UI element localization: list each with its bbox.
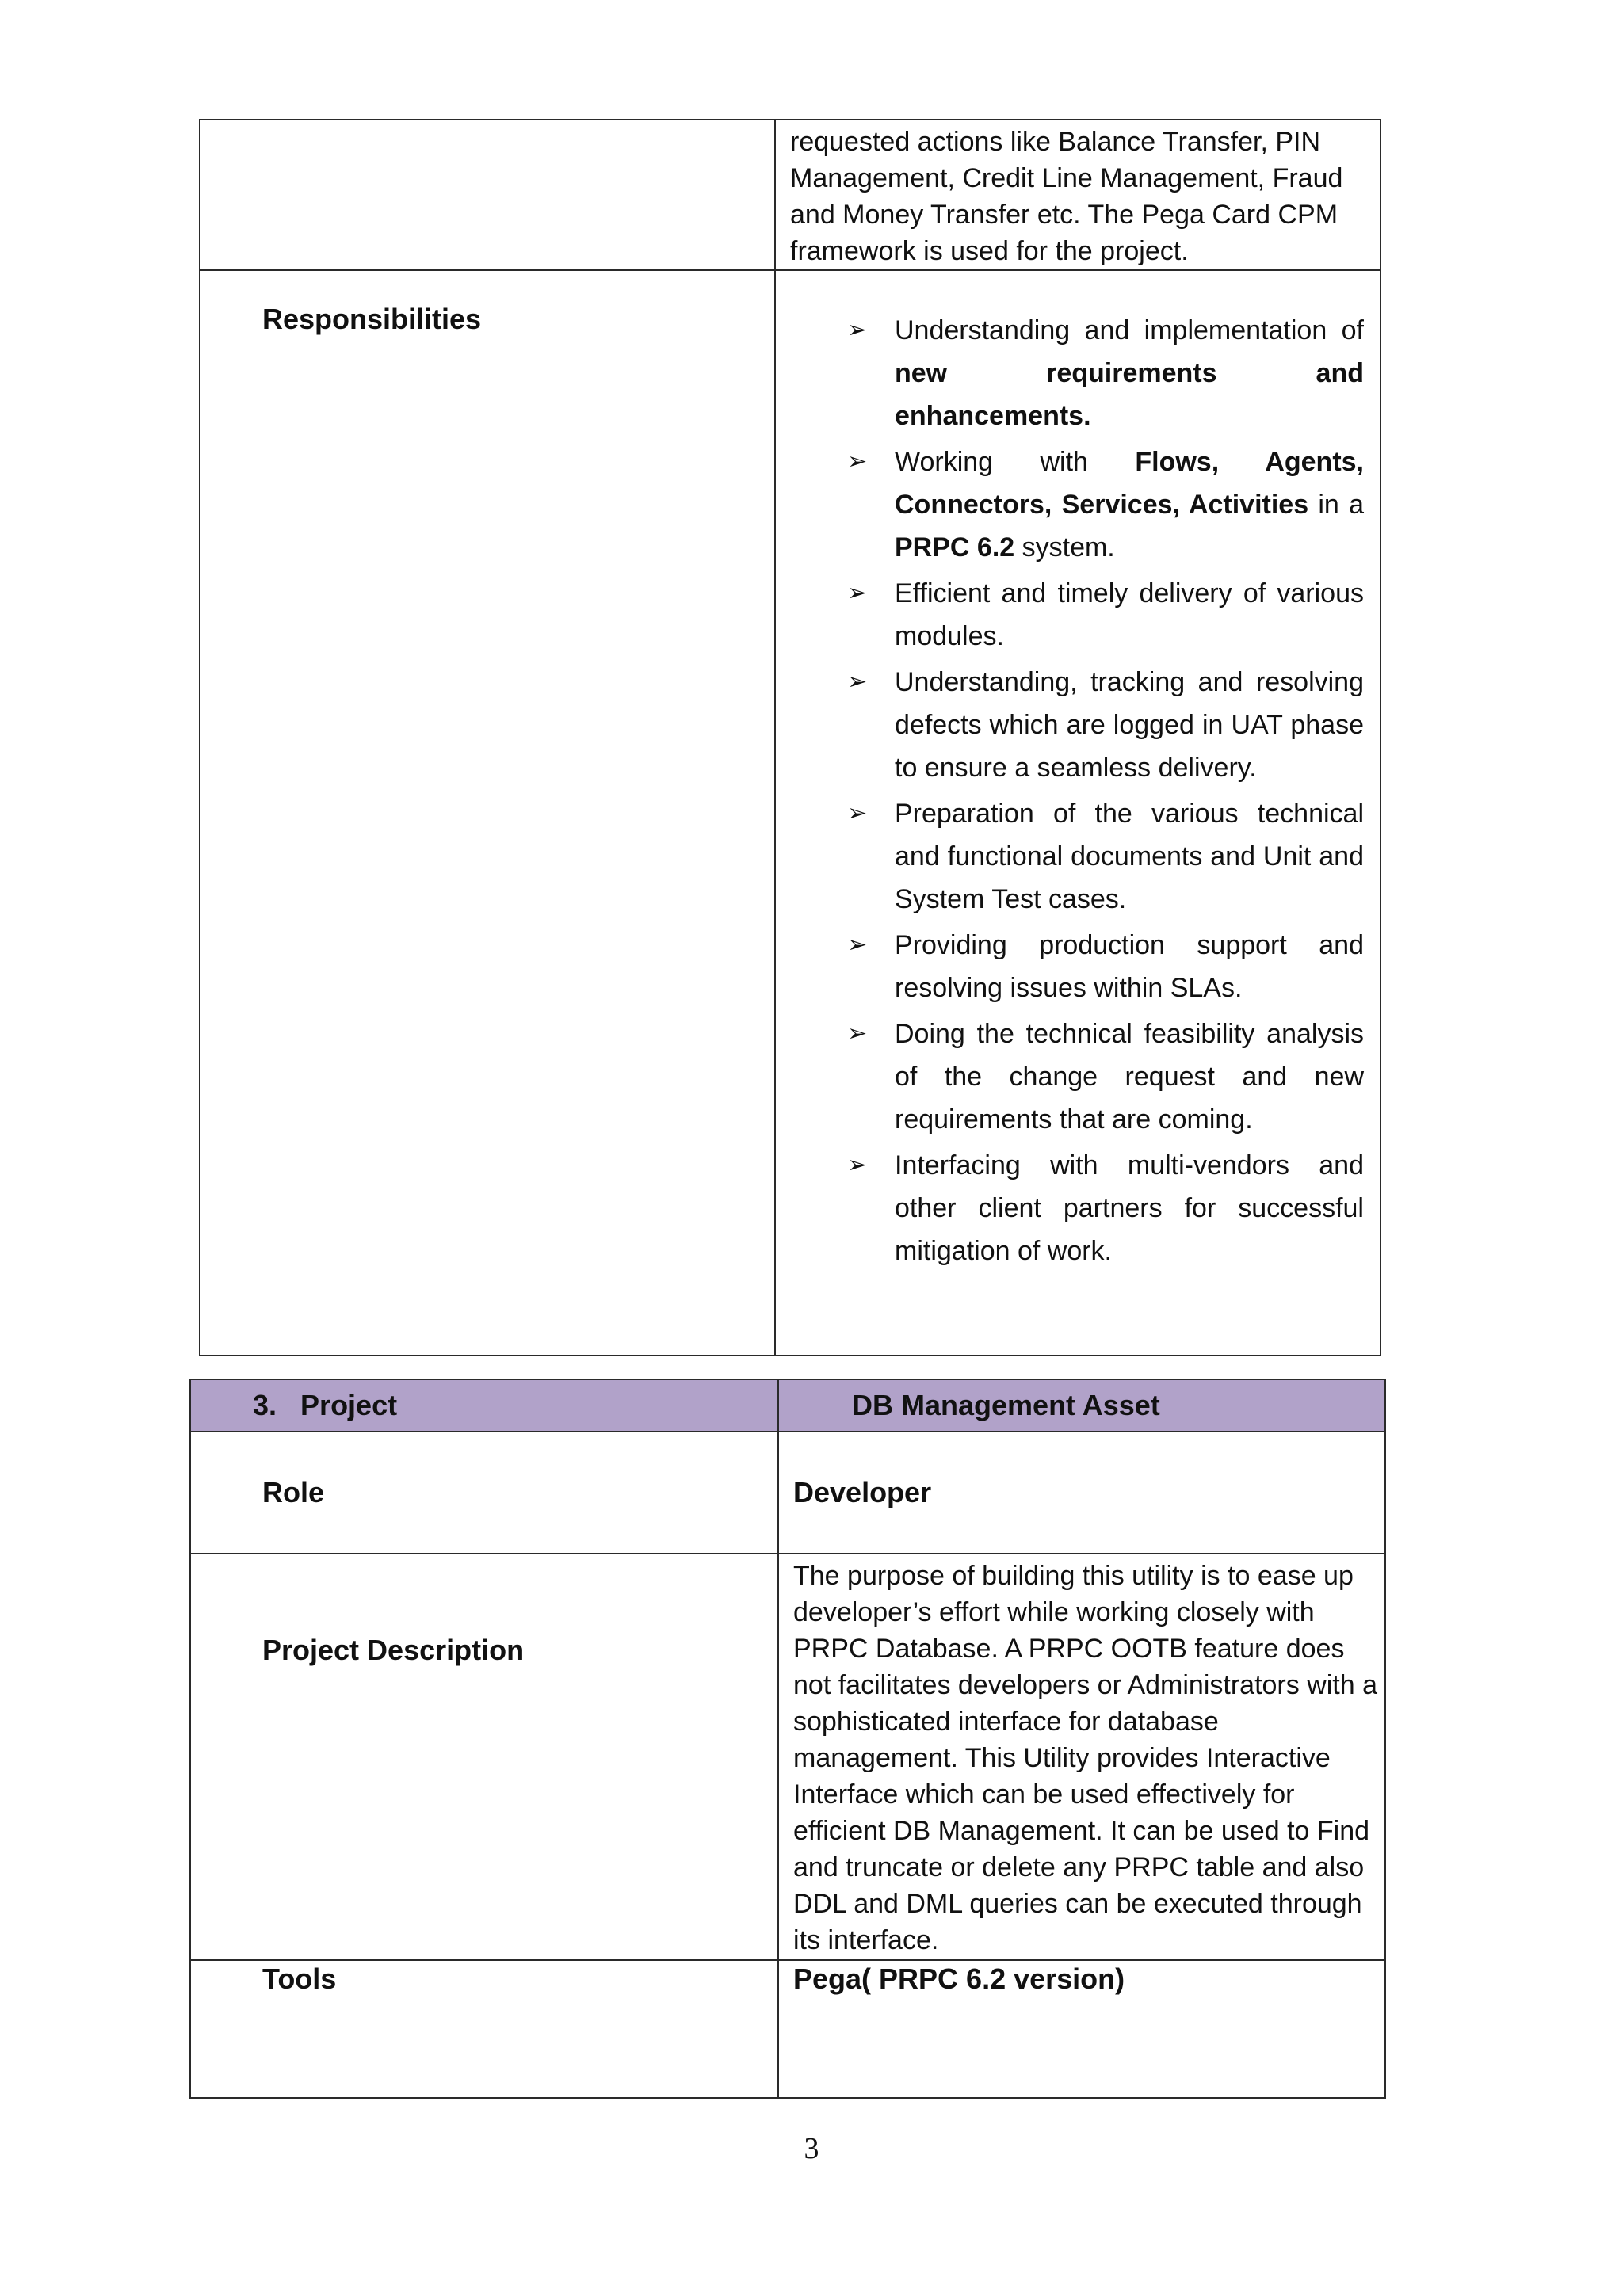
project-table-continued (199, 119, 1381, 1356)
responsibility-item (847, 309, 1364, 437)
description-continuation-text: requested actions like Balance Transfer, PIN Management, Credit Line Management, Fraud and Money Transfer etc. The Pega Card CPM framework is used for the project. (790, 127, 1343, 266)
project-name: DB Management Asset (852, 1389, 1160, 1421)
responsibilities-label-cell (200, 270, 775, 1356)
arrow-bullet-icon: ➢ (847, 932, 868, 958)
responsibilities-list (776, 271, 1380, 1355)
responsibility-item (847, 792, 1364, 921)
responsibility-text: Understanding, tracking and resolving defects which are logged in UAT phase to ensure a seamless delivery. (895, 667, 1364, 783)
role-row (190, 1432, 1385, 1554)
tools-value: Pega( PRPC 6.2 version) (793, 1962, 1125, 1995)
project-label: Project (300, 1389, 398, 1421)
responsibilities-list-cell (775, 270, 1381, 1356)
project-description-text: The purpose of building this utility is to ease up developer’s effort while working closely with PRPC Database. A PRPC OOTB feature does not facilitates developers or Administrators with a sophisticated interface for database management. This Utility provides Interactive Interface which can be used effectively for efficient DB Management. It can be used to Find and truncate or delete any PRPC table and also DDL and DML queries can be executed through its interface. (793, 1561, 1378, 1955)
role-value: Developer (793, 1476, 932, 1508)
responsibility-text: Preparation of the various technical and functional documents and Unit and System Test cases. (895, 799, 1364, 914)
description-continuation-row (200, 120, 1381, 270)
role-label: Role (262, 1476, 325, 1508)
project-description-row (190, 1554, 1385, 1960)
responsibility-text: in a (1308, 490, 1364, 520)
project-number: 3. (253, 1389, 277, 1421)
responsibility-text: Providing production support and resolving issues within SLAs. (895, 930, 1364, 1003)
responsibility-text: system. (1014, 532, 1115, 563)
tools-label-cell (190, 1960, 778, 2098)
responsibility-item (847, 441, 1364, 569)
arrow-bullet-icon: ➢ (847, 800, 868, 826)
responsibilities-label: Responsibilities (262, 303, 482, 335)
responsibility-item (847, 1144, 1364, 1272)
responsibility-item (847, 1013, 1364, 1141)
arrow-bullet-icon: ➢ (847, 448, 868, 475)
role-label-cell (190, 1432, 778, 1554)
responsibility-bold-text: PRPC 6.2 (895, 532, 1015, 563)
arrow-bullet-icon: ➢ (847, 1020, 868, 1047)
tools-value-cell (778, 1960, 1385, 2098)
tools-label: Tools (262, 1962, 337, 1995)
description-continuation-cell (775, 120, 1381, 270)
responsibility-item (847, 924, 1364, 1009)
arrow-bullet-icon: ➢ (847, 1152, 868, 1178)
page-number: 3 (804, 2132, 819, 2165)
empty-label-cell (200, 120, 775, 270)
responsibility-item (847, 661, 1364, 789)
responsibility-item (847, 572, 1364, 658)
tools-row (190, 1960, 1385, 2098)
project-header-row (190, 1379, 1385, 1432)
arrow-bullet-icon: ➢ (847, 580, 868, 606)
responsibility-text: Doing the technical feasibility analysis of the change request and new requirements that are coming. (895, 1019, 1364, 1135)
project-3-table (189, 1379, 1386, 2099)
responsibility-bold-text: Flows, Agents, Connectors, Services, Activities (895, 447, 1364, 520)
responsibility-text: Working with (895, 447, 1136, 477)
responsibility-bold-text: new requirements and enhancements. (895, 358, 1364, 431)
arrow-bullet-icon: ➢ (847, 317, 868, 343)
project-header-label-cell (190, 1379, 778, 1432)
project-header-name-cell (778, 1379, 1385, 1432)
project-description-label: Project Description (262, 1634, 525, 1666)
role-value-cell (778, 1432, 1385, 1554)
responsibilities-row (200, 270, 1381, 1356)
project-description-value-cell (778, 1554, 1385, 1960)
responsibility-text: Efficient and timely delivery of various modules. (895, 578, 1364, 651)
project-description-label-cell (190, 1554, 778, 1960)
arrow-bullet-icon: ➢ (847, 669, 868, 695)
responsibility-text: Understanding and implementation of (895, 315, 1364, 345)
responsibility-text: Interfacing with multi-vendors and other client partners for successful mitigation of work. (895, 1150, 1364, 1266)
